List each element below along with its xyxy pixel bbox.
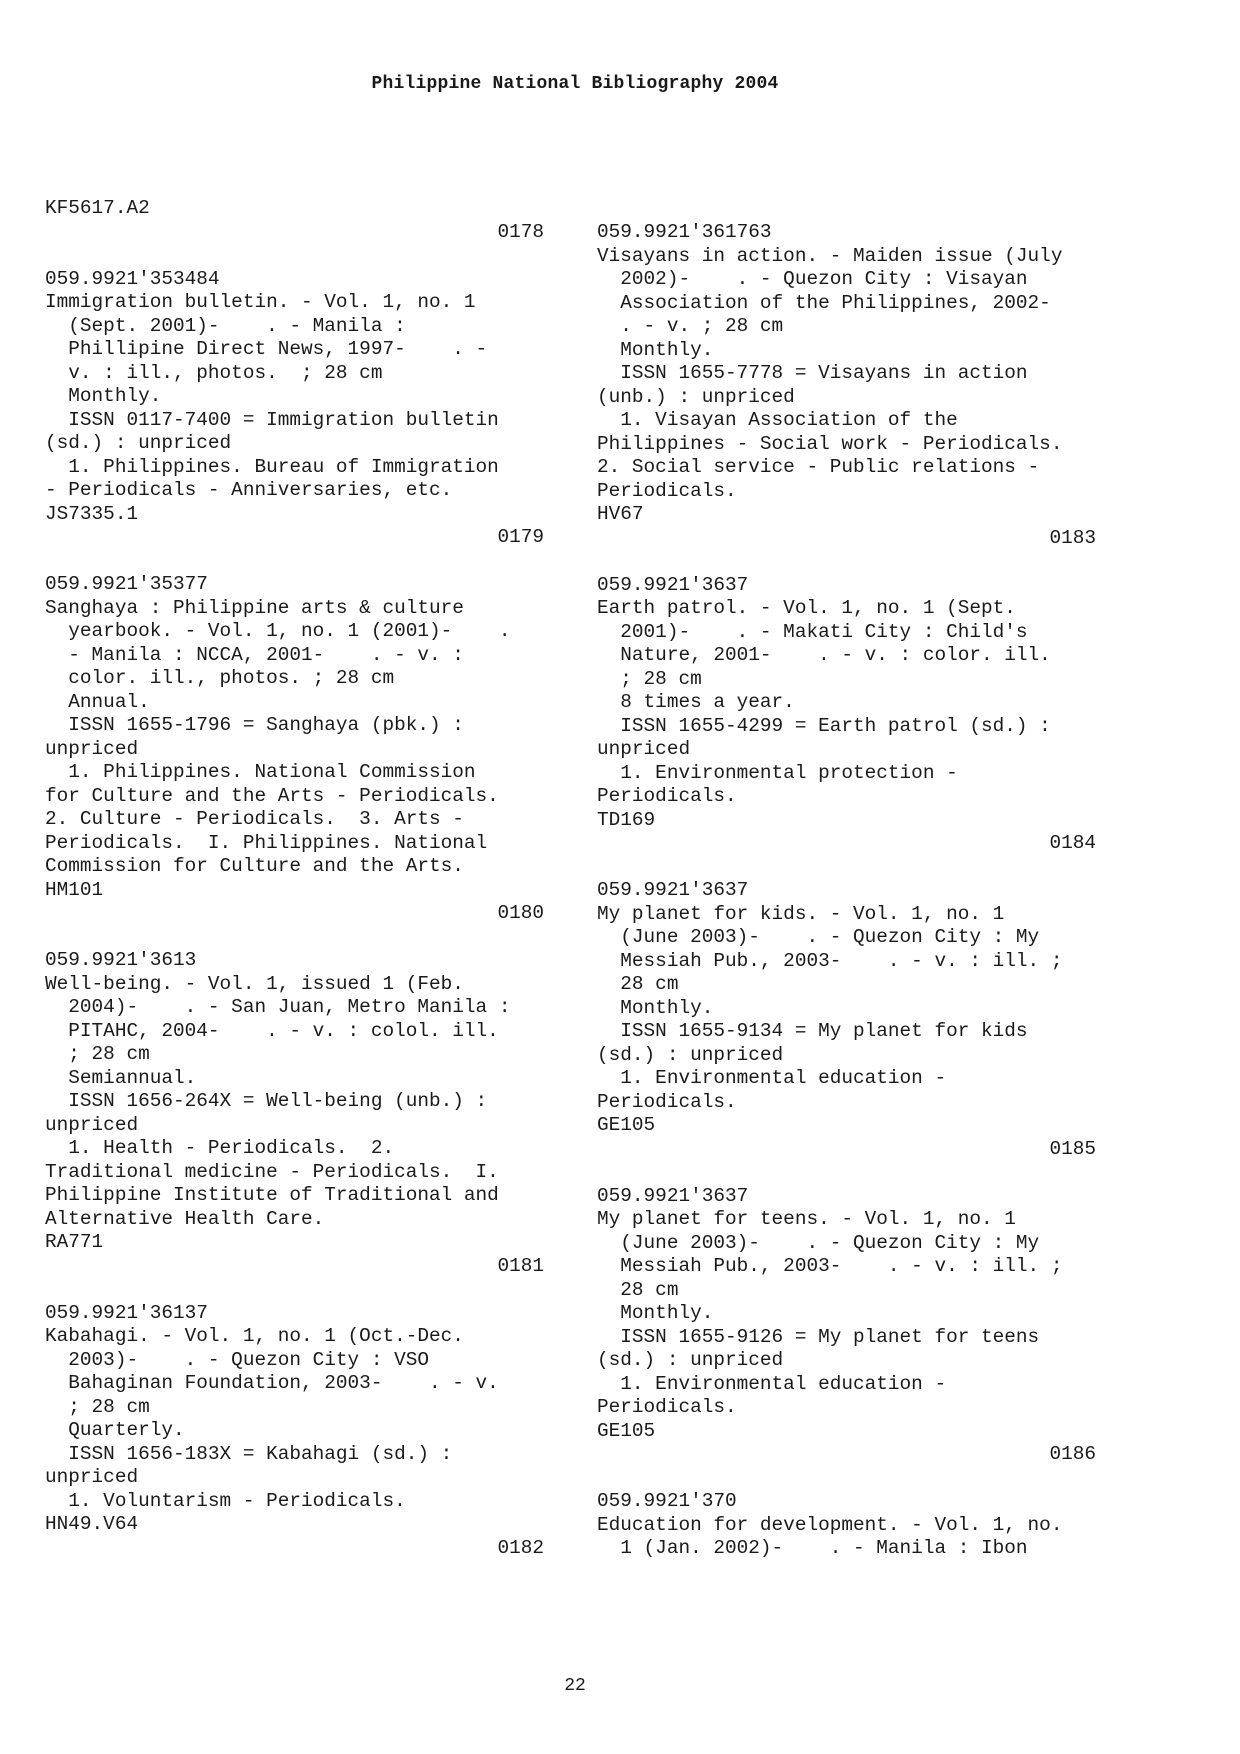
entry-line: 059.9921'353484 xyxy=(45,267,220,290)
entry-number: 0179 xyxy=(497,526,544,548)
right-column xyxy=(597,221,1100,1561)
entry-line: My planet for kids. - Vol. 1, no. 1 xyxy=(597,902,1005,925)
entry-line: Monthly. xyxy=(597,1302,714,1324)
entry-number: 0184 xyxy=(1049,832,1096,854)
entry-line: 1. Environmental education - xyxy=(597,1372,947,1395)
page-number: 22 xyxy=(564,1676,586,1696)
entry-line: 1. Philippines. National Commission xyxy=(45,761,476,783)
entry-line: JS7335.1 xyxy=(45,502,139,525)
entry-line: 2003)- . - Quezon City : VSO xyxy=(45,1348,429,1371)
entry-line: Periodicals. I. Philippines. National xyxy=(45,831,488,854)
entry-line: HV67 xyxy=(597,503,644,525)
entry-line: ISSN 1656-183X = Kabahagi (sd.) : xyxy=(45,1442,453,1465)
entry-line: Monthly. xyxy=(45,385,162,407)
entry-line: Earth patrol. - Vol. 1, no. 1 (Sept. xyxy=(597,597,1016,619)
entry-line: ISSN 1655-9134 = My planet for kids xyxy=(597,1020,1028,1042)
entry-line: 1. Environmental education - xyxy=(597,1067,947,1089)
entry-line: Periodicals. xyxy=(597,1090,737,1113)
blank-line xyxy=(597,1161,1100,1185)
entry-line: 059.9921'3637 xyxy=(597,879,749,901)
entry-line: - Periodicals - Anniversaries, etc. xyxy=(45,479,453,501)
left-column xyxy=(45,197,548,1560)
entry-line: Messiah Pub., 2003- . - v. : ill. ; xyxy=(597,949,1063,972)
entry-line: ISSN 1655-9126 = My planet for teens xyxy=(597,1325,1040,1348)
entry-line: (unb.) : unpriced xyxy=(597,385,795,408)
entry-line: ISSN 1655-4299 = Earth patrol (sd.) : xyxy=(597,714,1051,737)
entry-line: unpriced xyxy=(45,1466,139,1488)
entry-line: ISSN 0117-7400 = Immigration bulletin xyxy=(45,408,499,431)
entry-line: (June 2003)- . - Quezon City : My xyxy=(597,926,1040,948)
entry-line: 059.9921'3613 xyxy=(45,949,197,971)
entry-line: 1 (Jan. 2002)- . - Manila : Ibon xyxy=(597,1537,1028,1559)
entry-line: (sd.) : unpriced xyxy=(597,1349,784,1371)
entry-number: 0185 xyxy=(1049,1137,1096,1160)
entry-line: Monthly. xyxy=(597,338,714,361)
entry-number: 0182 xyxy=(497,1536,544,1559)
entry-line: (June 2003)- . - Quezon City : My xyxy=(597,1231,1040,1254)
entry-line: 2004)- . - San Juan, Metro Manila : xyxy=(45,996,511,1018)
entry-line: Messiah Pub., 2003- . - v. : ill. ; xyxy=(597,1255,1063,1277)
entry-line: v. : ill., photos. ; 28 cm xyxy=(45,361,383,384)
entry-line: Semiannual. xyxy=(45,1066,197,1089)
entry-line: My planet for teens. - Vol. 1, no. 1 xyxy=(597,1208,1016,1230)
entry-line: ; 28 cm xyxy=(597,667,702,690)
entry-line: 059.9921'3637 xyxy=(597,1184,749,1207)
entry-line: Bahaginan Foundation, 2003- . - v. xyxy=(45,1372,499,1394)
entry-line: unpriced xyxy=(45,737,139,760)
entry-line: 059.9921'370 xyxy=(597,1490,737,1512)
entry-line: Annual. xyxy=(45,690,150,713)
blank-line xyxy=(45,244,548,268)
blank-line xyxy=(45,1278,548,1302)
entry-line: 28 cm xyxy=(597,1278,679,1301)
entry-line: Kabahagi. - Vol. 1, no. 1 (Oct.-Dec. xyxy=(45,1325,464,1347)
entry-line: Education for development. - Vol. 1, no. xyxy=(597,1513,1063,1536)
entry-line: Monthly. xyxy=(597,996,714,1019)
entry-line: HN49.V64 xyxy=(45,1513,139,1535)
entry-line: 28 cm xyxy=(597,973,679,995)
entry-line: Visayans in action. - Maiden issue (July xyxy=(597,244,1063,267)
entry-number: 0181 xyxy=(497,1254,544,1277)
entry-line: Commission for Culture and the Arts. xyxy=(45,855,464,877)
entry-line: 8 times a year. xyxy=(597,691,795,713)
entry-line: 059.9921'36137 xyxy=(45,1301,208,1324)
entry-line: 1. Philippines. Bureau of Immigration xyxy=(45,455,499,478)
entry-line: unpriced xyxy=(45,1113,139,1136)
entry-line: 059.9921'3637 xyxy=(597,573,749,596)
entry-line: Periodicals. xyxy=(597,785,737,807)
entry-line: HM101 xyxy=(45,878,104,901)
entry-line: 059.9921'35377 xyxy=(45,573,208,595)
blank-line xyxy=(45,926,548,950)
entry-line: yearbook. - Vol. 1, no. 1 (2001)- . xyxy=(45,620,511,642)
entry-line: unpriced xyxy=(597,738,691,760)
entry-line: ISSN 1656-264X = Well-being (unb.) : xyxy=(45,1090,488,1112)
entry-line: Well-being. - Vol. 1, issued 1 (Feb. xyxy=(45,972,464,995)
entry-line: 2002)- . - Quezon City : Visayan xyxy=(597,268,1028,290)
entry-line: 2. Culture - Periodicals. 3. Arts - xyxy=(45,808,464,830)
blank-line xyxy=(597,856,1100,880)
entry-line: 1. Voluntarism - Periodicals. xyxy=(45,1489,406,1512)
entry-line: Phillipine Direct News, 1997- . - xyxy=(45,338,488,360)
entry-line: - Manila : NCCA, 2001- . - v. : xyxy=(45,643,464,666)
entry-number: 0180 xyxy=(497,902,544,924)
entry-line: 059.9921'361763 xyxy=(597,221,772,243)
entry-line: GE105 xyxy=(597,1114,656,1136)
page-title: Philippine National Bibliography 2004 xyxy=(371,74,779,94)
entry-line: color. ill., photos. ; 28 cm xyxy=(45,667,395,689)
entry-line: Sanghaya : Philippine arts & culture xyxy=(45,596,464,619)
entry-line: KF5617.A2 xyxy=(45,197,150,219)
entry-number: 0186 xyxy=(1049,1443,1096,1465)
entry-line: Quarterly. xyxy=(45,1419,185,1441)
entry-line: (Sept. 2001)- . - Manila : xyxy=(45,314,406,337)
entry-line: 2001)- . - Makati City : Child's xyxy=(597,620,1028,643)
entry-line: TD169 xyxy=(597,808,656,831)
entry-line: Periodicals. xyxy=(597,479,737,502)
entry-line: Alternative Health Care. xyxy=(45,1207,325,1230)
entry-line: 1. Health - Periodicals. 2. xyxy=(45,1137,395,1159)
entry-line: PITAHC, 2004- . - v. : colol. ill. xyxy=(45,1019,499,1042)
entry-line: 2. Social service - Public relations - xyxy=(597,456,1040,478)
entry-line: . - v. ; 28 cm xyxy=(597,315,784,337)
entry-line: Periodicals. xyxy=(597,1396,737,1418)
entry-line: ; 28 cm xyxy=(45,1043,150,1065)
entry-number: 0183 xyxy=(1049,526,1096,549)
entry-line: Immigration bulletin. - Vol. 1, no. 1 xyxy=(45,291,476,313)
entry-line: for Culture and the Arts - Periodicals. xyxy=(45,784,499,807)
blank-line xyxy=(45,550,548,574)
entry-line: Traditional medicine - Periodicals. I. xyxy=(45,1160,499,1183)
entry-line: 1. Environmental protection - xyxy=(597,761,958,784)
entry-line: Philippines - Social work - Periodicals. xyxy=(597,432,1063,455)
entry-line: ISSN 1655-7778 = Visayans in action xyxy=(597,362,1028,384)
entry-line: (sd.) : unpriced xyxy=(597,1043,784,1066)
entry-line: 1. Visayan Association of the xyxy=(597,409,958,431)
entry-line: RA771 xyxy=(45,1231,104,1253)
entry-line: Philippine Institute of Traditional and xyxy=(45,1184,499,1206)
entry-number: 0178 xyxy=(497,220,544,243)
entry-line: Nature, 2001- . - v. : color. ill. xyxy=(597,644,1051,666)
entry-line: GE105 xyxy=(597,1419,656,1442)
entry-line: ISSN 1655-1796 = Sanghaya (pbk.) : xyxy=(45,714,464,736)
entry-line: (sd.) : unpriced xyxy=(45,432,232,454)
blank-line xyxy=(597,550,1100,574)
entry-line: ; 28 cm xyxy=(45,1395,150,1418)
blank-line xyxy=(597,1467,1100,1491)
entry-line: Association of the Philippines, 2002- xyxy=(597,291,1051,314)
